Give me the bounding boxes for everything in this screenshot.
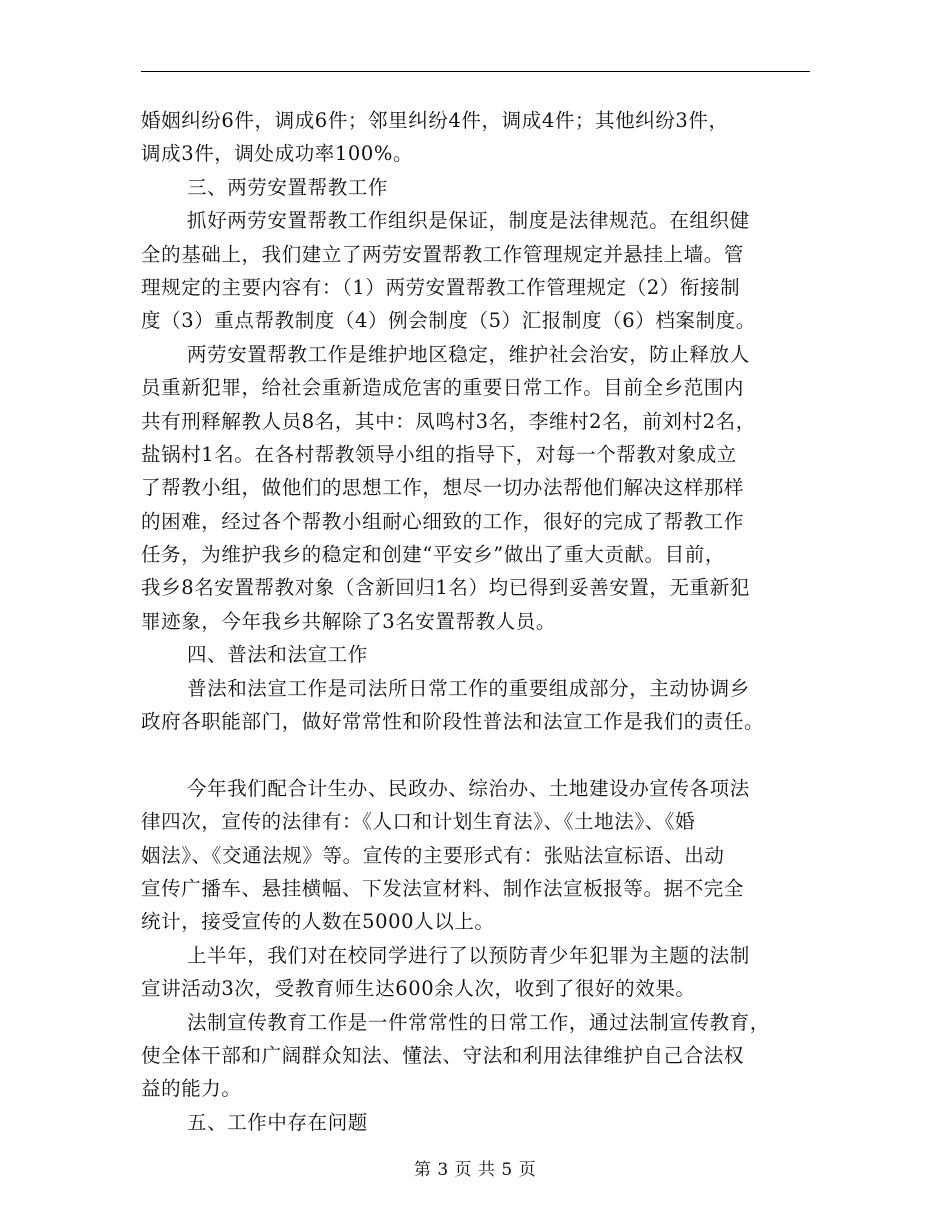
paragraph-line: 益的能力。	[141, 1077, 242, 1101]
paragraph-line: 的困难，经过各个帮教小组耐心细致的工作，很好的完成了帮教工作	[141, 509, 745, 533]
paragraph-line: 了帮教小组，做他们的思想工作，想尽一切办法帮他们解决这样那样	[141, 476, 745, 500]
paragraph-line: 抓好两劳安置帮教工作组织是保证，制度是法律规范。在组织健	[187, 209, 750, 233]
paragraph-line: 调成3件，调处成功率100%。	[141, 142, 414, 166]
paragraph-line: 罪迹象，今年我乡共解除了3名安置帮教人员。	[141, 609, 557, 633]
paragraph-line: 度（3）重点帮教制度（4）例会制度（5）汇报制度（6）档案制度。	[141, 309, 756, 333]
paragraph-line: 宣传广播车、悬挂横幅、下发法宣材料、制作法宣板报等。据不完全	[141, 876, 745, 900]
paragraph-line: 婚姻纠纷6件，调成6件；邻里纠纷4件，调成4件；其他纠纷3件，	[141, 109, 729, 132]
paragraph-line: 员重新犯罪，给社会重新造成危害的重要日常工作。目前全乡范围内	[141, 376, 745, 400]
header-rule	[141, 71, 810, 72]
paragraph-line: 两劳安置帮教工作是维护地区稳定，维护社会治安，防止释放人	[187, 342, 750, 366]
paragraph-line: 上半年，我们对在校同学进行了以预防青少年犯罪为主题的法制	[187, 943, 750, 967]
page-number: 第 3 页 共 5 页	[413, 1160, 537, 1180]
paragraph-line: 统计，接受宣传的人数在5000人以上。	[141, 910, 495, 934]
paragraph-line: 共有刑释解教人员8名，其中：凤鸣村3名，李维村2名，前刘村2名，	[141, 409, 756, 433]
section-heading: 五、工作中存在问题	[187, 1110, 368, 1134]
paragraph-line: 全的基础上，我们建立了两劳安置帮教工作管理规定并悬挂上墙。管	[141, 242, 745, 266]
paragraph-line: 宣讲活动3次，受教育师生达600余人次，收到了很好的效果。	[141, 977, 696, 1001]
section-heading: 四、普法和法宣工作	[187, 643, 368, 667]
paragraph-line: 政府各职能部门，做好常常性和阶段性普法和法宣工作是我们的责任。	[141, 710, 765, 734]
document-body	[141, 104, 817, 1139]
paragraph-line: 普法和法宣工作是司法所日常工作的重要组成部分，主动协调乡	[187, 676, 750, 700]
paragraph-line: 今年我们配合计生办、民政办、综治办、土地建设办宣传各项法	[187, 776, 750, 800]
paragraph-line: 律四次，宣传的法律有：《人口和计划生育法》、《土地法》、《婚	[141, 810, 696, 834]
paragraph-line: 使全体干部和广阔群众知法、懂法、守法和利用法律维护自己合法权	[141, 1043, 745, 1067]
section-heading: 三、两劳安置帮教工作	[187, 175, 389, 199]
paragraph-line: 任务，为维护我乡的稳定和创建“平安乡”做出了重大贡献。目前，	[141, 543, 725, 567]
paragraph-line: 我乡8名安置帮教对象（含新回归1名）均已得到妥善安置，无重新犯	[141, 576, 750, 600]
paragraph-line: 法制宣传教育工作是一件常常性的日常工作，通过法制宣传教育，	[187, 1010, 770, 1034]
paragraph-line: 理规定的主要内容有：（1）两劳安置帮教工作管理规定（2）衔接制	[141, 275, 741, 299]
paragraph-line: 姻法》、《交通法规》等。宣传的主要形式有：张贴法宣标语、出动	[141, 843, 725, 867]
paragraph-line: 盐锅村1名。在各村帮教领导小组的指导下，对每一个帮教对象成立	[141, 442, 737, 466]
blank-line	[141, 738, 817, 771]
